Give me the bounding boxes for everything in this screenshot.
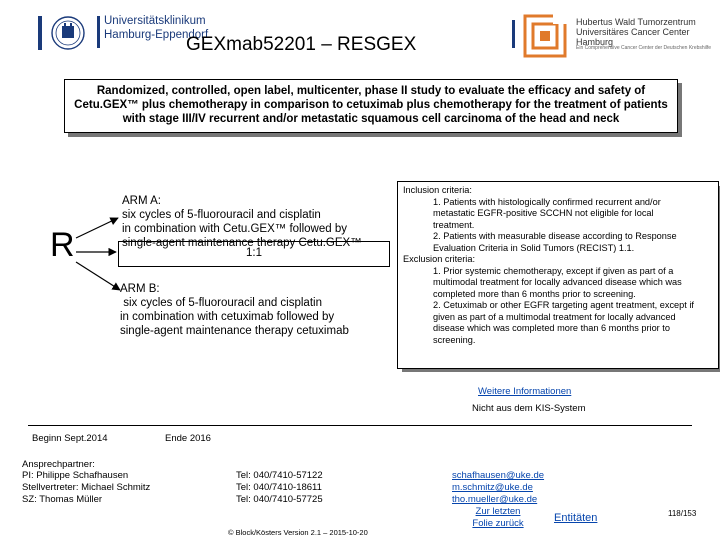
contact-email-link[interactable]: m.schmitz@uke.de <box>452 482 533 493</box>
inclusion-item-1 <box>403 197 694 232</box>
hw-line-2: Universitäres Cancer Center Hamburg <box>576 27 690 47</box>
exclusion-item-2 <box>403 300 694 346</box>
uke-line-2: Hamburg-Eppendorf <box>104 29 209 41</box>
arm-a-line: six cycles of 5-fluorouracil and cisplatin <box>122 209 321 221</box>
criteria-line: 2. Patients with measurable disease according to Response <box>433 231 677 241</box>
inclusion-title: Inclusion criteria: <box>403 185 472 195</box>
more-info-link[interactable]: Weitere Informationen <box>478 386 572 397</box>
footer-divider <box>28 425 692 426</box>
contact-email-link[interactable]: tho.mueller@uke.de <box>452 494 538 505</box>
contact-phones <box>236 470 323 506</box>
criteria-line: completed more than 6 months prior to screening. <box>433 288 636 299</box>
criteria-line: Evaluation Criteria in Solid Tumors (RECIST) 1.1. <box>433 242 635 253</box>
uke-seal-logo <box>38 14 90 52</box>
contact-emails <box>452 470 544 506</box>
contact-email-link[interactable]: schafhausen@uke.de <box>452 470 545 481</box>
criteria-line: 1. Patients with histologically confirmed recurrent and/or <box>433 196 661 207</box>
criteria-text <box>403 185 694 346</box>
contact-phone: Tel: 040/7410-57122 <box>236 470 323 481</box>
not-kis-note: Nicht aus dem KIS-System <box>472 403 586 414</box>
arm-a-line: ARM A: <box>122 195 161 207</box>
criteria-box <box>397 181 719 369</box>
arm-b-description <box>120 282 349 338</box>
begin-date: Beginn Sept.2014 <box>32 433 108 444</box>
contact-name: Stellvertreter: Michael Schmitz <box>22 482 151 493</box>
uke-line-1: Universitätsklinikum <box>104 15 206 27</box>
entities-link[interactable]: Entitäten <box>554 512 598 524</box>
study-description <box>65 80 677 126</box>
hw-subtitle: Ein Comprehensive Cancer Center der Deutschen Krebshilfe <box>576 45 712 51</box>
criteria-line: given as part of a multimodal treatment for locally advanced <box>433 311 676 322</box>
arm-b-line: ARM B: <box>120 283 160 295</box>
criteria-line: 2. Cetuximab or other EGFR targeting agent treatment, except if <box>433 300 694 310</box>
randomization-label: R <box>50 226 75 264</box>
contact-phone: Tel: 040/7410-57725 <box>236 494 323 505</box>
uke-divider <box>97 16 100 48</box>
page-title: GEXmab52201 – RESGEX <box>186 34 417 55</box>
contact-phone: Tel: 040/7410-18611 <box>236 482 322 493</box>
arm-a-line: in combination with Cetu.GEX™ followed by <box>122 223 347 235</box>
hw-divider <box>512 20 515 48</box>
criteria-line: metastatic EGFR-positive SCCHN not eligible for local <box>433 208 654 218</box>
hubertus-wald-logo <box>523 14 567 60</box>
hw-line-1: Hubertus Wald Tumorzentrum <box>576 17 696 27</box>
arrow-to-arm-b <box>76 262 120 290</box>
study-line-3: with stage III/IV recurrent and/or metastatic squamous cell carcinoma of the head and neck <box>122 113 620 125</box>
criteria-line: treatment. <box>433 219 475 230</box>
arm-b-line: six cycles of 5-fluorouracil and cisplatin <box>120 297 322 309</box>
contact-name: PI: Philippe Schafhausen <box>22 470 129 481</box>
exclusion-item-1 <box>403 266 694 301</box>
study-description-box <box>64 79 678 133</box>
arrow-to-arm-a <box>76 218 118 238</box>
page-number: 118/153 <box>668 509 697 518</box>
back-link-line-1[interactable]: Zur letzten <box>475 506 521 517</box>
arm-b-line: single-agent maintenance therapy cetuximab <box>120 325 349 337</box>
inclusion-item-2 <box>403 231 694 254</box>
end-date: Ende 2016 <box>165 433 211 444</box>
study-line-2: Cetu.GEX™ plus chemotherapy in comparison to cetuximab plus chemotherapy for the treatment of patients <box>74 99 668 111</box>
contact-label: Ansprechpartner: <box>22 459 95 470</box>
contact-name: SZ: Thomas Müller <box>22 494 103 505</box>
study-line-1: Randomized, controlled, open label, multicenter, phase II study to evaluate the efficacy and safety of <box>96 85 646 97</box>
copyright: © Block/Kösters Version 2.1 – 2015-10-20 <box>228 528 368 537</box>
criteria-line: 1. Prior systemic chemotherapy, except if given as part of a <box>433 265 674 276</box>
ratio-label: 1:1 <box>246 247 262 259</box>
contact-names <box>22 470 150 506</box>
arm-a-line: single-agent maintenance therapy Cetu.GEX™ <box>122 237 362 249</box>
arm-b-line: in combination with cetuximab followed by <box>120 311 335 323</box>
exclusion-title: Exclusion criteria: <box>403 254 475 264</box>
criteria-line: multimodal treatment for locally advanced disease which was <box>433 277 682 287</box>
back-link-line-2[interactable]: Folie zurück <box>472 518 524 529</box>
criteria-line: disease which was completed more than 6 months prior to <box>433 323 670 333</box>
ratio-box <box>118 241 390 267</box>
criteria-line: screening. <box>433 334 476 345</box>
back-link[interactable] <box>454 506 542 530</box>
hw-name <box>576 17 720 47</box>
